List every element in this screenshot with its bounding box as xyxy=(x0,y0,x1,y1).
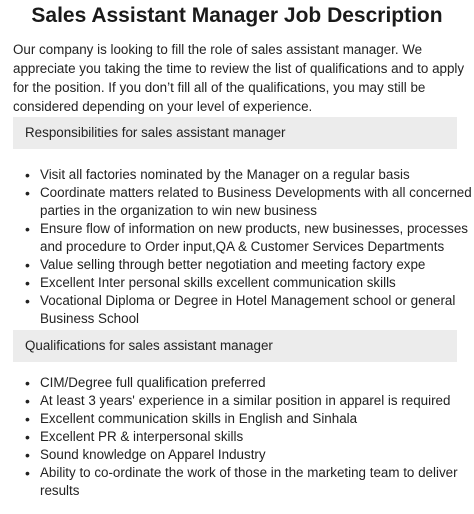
list-item: • Excellent communication skills in English and Sinhala xyxy=(40,410,474,428)
responsibilities-list xyxy=(22,166,474,328)
intro-paragraph: Our company is looking to fill the role of sales assistant manager. We appreciate you taking the time to review the list of qualifications and to apply for the position. If you don’t fill all of the qualifications, you may still be considered depending on your level of experience. xyxy=(13,42,465,114)
list-item: • Visit all factories nominated by the Manager on a regular basis xyxy=(40,166,474,184)
responsibilities-heading: Responsibilities for sales assistant manager xyxy=(13,117,457,149)
list-item: • Ability to co-ordinate the work of those in the marketing team to deliver results xyxy=(40,464,474,500)
page-title: Sales Assistant Manager Job Description xyxy=(31,4,443,27)
qualifications-heading: Qualifications for sales assistant manager xyxy=(13,330,457,362)
list-item: • Coordinate matters related to Business Developments with all concerned parties in the organization to win new business xyxy=(40,184,474,220)
list-item: • CIM/Degree full qualification preferred xyxy=(40,374,474,392)
list-item: • Vocational Diploma or Degree in Hotel Management school or general Business School xyxy=(40,292,474,328)
list-item: • At least 3 years' experience in a similar position in apparel is required xyxy=(40,392,474,410)
qualifications-list xyxy=(22,374,474,500)
list-item: • Excellent Inter personal skills excellent communication skills xyxy=(40,274,474,292)
list-item: • Value selling through better negotiation and meeting factory expe xyxy=(40,256,474,274)
list-item: • Sound knowledge on Apparel Industry xyxy=(40,446,474,464)
list-item: • Ensure flow of information on new products, new businesses, processes and procedure to Order input,QA & Customer Services Departments xyxy=(40,220,474,256)
list-item: • Excellent PR & interpersonal skills xyxy=(40,428,474,446)
